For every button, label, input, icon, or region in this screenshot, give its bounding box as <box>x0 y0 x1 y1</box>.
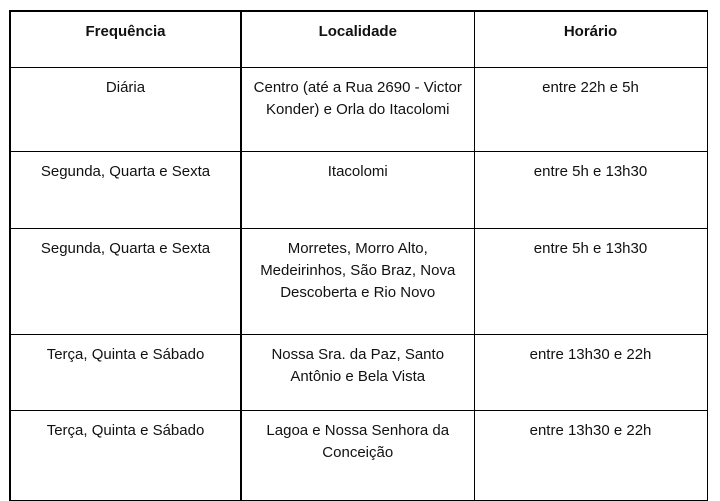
collection-schedule-table <box>9 10 708 501</box>
cell-localidade: Centro (até a Rua 2690 - Victor Konder) e Orla do Itacolomi <box>241 67 474 151</box>
table-row <box>10 334 707 410</box>
cell-frequencia: Segunda, Quarta e Sexta <box>10 228 241 334</box>
cell-horario: entre 5h e 13h30 <box>474 151 707 228</box>
cell-localidade: Itacolomi <box>241 151 474 228</box>
header-localidade: Localidade <box>241 11 474 67</box>
cell-frequencia: Terça, Quinta e Sábado <box>10 410 241 500</box>
table-row <box>10 67 707 151</box>
table-row <box>10 410 707 500</box>
header-frequencia: Frequência <box>10 11 241 67</box>
cell-horario: entre 22h e 5h <box>474 67 707 151</box>
cell-frequencia: Segunda, Quarta e Sexta <box>10 151 241 228</box>
cell-frequencia: Diária <box>10 67 241 151</box>
header-horario: Horário <box>474 11 707 67</box>
table-row <box>10 228 707 334</box>
cell-frequencia: Terça, Quinta e Sábado <box>10 334 241 410</box>
cell-horario: entre 5h e 13h30 <box>474 228 707 334</box>
table-header-row <box>10 11 707 67</box>
cell-localidade: Lagoa e Nossa Senhora da Conceição <box>241 410 474 500</box>
cell-localidade: Morretes, Morro Alto, Medeirinhos, São Braz, Nova Descoberta e Rio Novo <box>241 228 474 334</box>
cell-horario: entre 13h30 e 22h <box>474 334 707 410</box>
cell-localidade: Nossa Sra. da Paz, Santo Antônio e Bela Vista <box>241 334 474 410</box>
cell-horario: entre 13h30 e 22h <box>474 410 707 500</box>
table-row <box>10 151 707 228</box>
